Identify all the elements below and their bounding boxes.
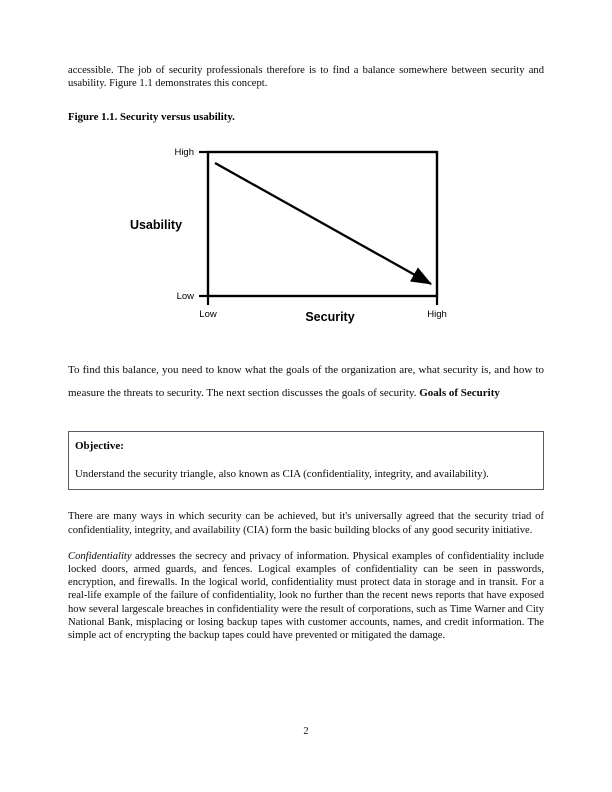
spacer xyxy=(68,333,544,359)
confidentiality-body: addresses the secrecy and privacy of information. Physical examples of confidentiality include locked doors, armed guards, and fences. Logical examples of confidentiality can be seen in passwords, encryption, and firewalls. In the logical world, confidentiality must protect data in storage and in transit. For a real-life example of the failure of confidentiality, look no further than the recent news reports that have exposed how several largescale breaches in confidentiality were the result of corporations, such as Time Warner and City National Bank, misplacing or losing backup tapes with customer accounts, names, and credit information. The simple act of encrypting the backup tapes could have prevented or mitigated the damage. xyxy=(68,550,544,642)
page-content xyxy=(68,64,544,642)
objective-callout-box xyxy=(68,431,544,490)
spacer xyxy=(68,405,544,431)
y-axis-title: Usability xyxy=(129,218,183,233)
spacer xyxy=(68,90,544,110)
security-usability-chart xyxy=(68,137,544,333)
goals-of-security-heading: Goals of Security xyxy=(419,387,500,400)
y-tick-label-high: High xyxy=(174,147,194,159)
y-tick-label-low: Low xyxy=(176,291,194,303)
x-axis-title: Security xyxy=(305,310,355,325)
page-number: 2 xyxy=(303,726,309,737)
spacer xyxy=(75,453,537,467)
intro-paragraph: accessible. The job of security professionals therefore is to find a balance somewhere between security and usability. Figure 1.1 demonstrates this concept. xyxy=(68,65,544,90)
confidentiality-lead-term: Confidentiality xyxy=(68,550,132,562)
figure-security-versus-usability xyxy=(68,137,544,333)
tradeoff-trend-arrow xyxy=(215,163,431,284)
balance-paragraph xyxy=(68,359,544,405)
confidentiality-paragraph xyxy=(68,550,544,642)
triad-paragraph: There are many ways in which security can be achieved, but it's universally agreed that the security triad of confidentiality, integrity, and availability (CIA) form the basic building blocks of any good security initiative. xyxy=(68,511,544,536)
balance-text: To find this balance, you need to know what the goals of the organization are, what security is, and how to measure the threats to security. The next section discusses the goals of security. xyxy=(68,364,544,400)
figure-caption: Figure 1.1. Security versus usability. xyxy=(68,111,235,124)
spacer xyxy=(68,537,544,550)
x-tick-label-high: High xyxy=(427,309,447,321)
spacer xyxy=(68,490,544,510)
x-tick-label-low: Low xyxy=(199,309,217,321)
objective-text: Understand the security triangle, also known as CIA (confidentiality, integrity, and availability). xyxy=(75,468,489,481)
objective-title: Objective: xyxy=(75,440,124,453)
spacer xyxy=(68,124,544,137)
